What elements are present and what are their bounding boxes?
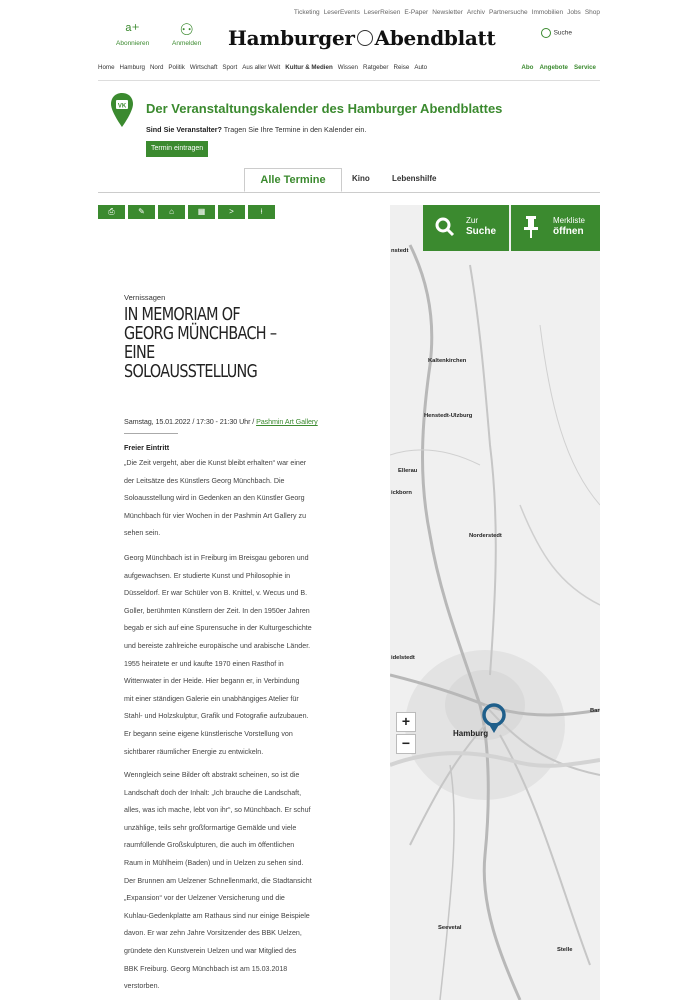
nav-item[interactable]: Home <box>98 64 115 71</box>
paragraph-line: Raum in Mühlheim (Baden) und in Uelzen zu sehen sind. <box>124 858 304 867</box>
nav-item[interactable]: Wirtschaft <box>189 64 218 71</box>
map-place-label: nstedt <box>391 248 409 254</box>
nav-item[interactable]: Aus aller Welt <box>242 64 281 71</box>
nav-item[interactable]: Kultur & Medien <box>285 64 333 71</box>
logo-right: Abendblatt <box>374 26 496 50</box>
bookmark-button[interactable] <box>248 205 276 219</box>
nav-item[interactable]: Nord <box>149 64 164 71</box>
paragraph-line: aufgewachsen. Er studierte Kunst und Philosophie in <box>124 571 291 580</box>
nav-right-item[interactable]: Service <box>573 64 596 71</box>
forward-icon: > <box>229 207 234 216</box>
top-link[interactable]: Partnersuche <box>488 9 528 16</box>
paragraph-2 <box>124 550 366 761</box>
title-line: SOLOAUSSTELLUNG <box>124 362 258 382</box>
watchlist-button[interactable] <box>511 205 600 251</box>
tab-all-events[interactable]: Alle Termine <box>244 168 342 192</box>
calendar-title: Der Veranstaltungskalender des Hamburger Abendblattes <box>146 101 503 116</box>
paragraph-line: davon. Er war zehn Jahre Vorsitzender des BBK Uelzen, <box>124 929 302 938</box>
nav-item[interactable]: Reise <box>393 64 410 71</box>
tab-bar <box>98 168 600 193</box>
event-category: Vernissagen <box>124 293 166 302</box>
subscribe-label: Abonnieren <box>116 40 150 47</box>
watchlist-small: Merkliste <box>553 216 586 225</box>
title-line: EINE <box>124 343 155 363</box>
brand-row <box>98 20 600 54</box>
map-place-label: Ellerau <box>398 468 418 474</box>
paragraph-line: verstorben. <box>124 982 160 991</box>
map-place-label: Kaltenkirchen <box>428 358 467 364</box>
paragraph-line: raumfüllende Großskulpturen, die auch im öffentlichen <box>124 841 295 850</box>
paragraph-line: BBK Freiburg. Georg Münchbach ist am 15.03.2018 <box>124 964 288 973</box>
top-link[interactable]: Newsletter <box>432 9 463 16</box>
top-link[interactable]: Ticketing <box>293 9 320 16</box>
edit-icon: ✎ <box>138 207 145 216</box>
forward-button[interactable] <box>218 205 246 219</box>
nav-item[interactable]: Hamburg <box>119 64 145 71</box>
share-button[interactable] <box>158 205 186 219</box>
paragraph-line: und bereiste zahlreiche europäische und arabische Länder. <box>124 641 311 650</box>
map-place-label: Seevetal <box>438 925 462 931</box>
page <box>98 0 600 1000</box>
login-button[interactable] <box>172 22 201 47</box>
map-place-label: Hamburg <box>453 729 489 738</box>
top-link[interactable]: LeserReisen <box>363 9 401 16</box>
map-roads <box>390 205 600 1000</box>
paragraph-line: Wenngleich seine Bilder oft abstrakt scheinen, so ist die <box>124 771 300 779</box>
paragraph-3 <box>124 767 366 996</box>
paragraph-line: Georg Münchbach ist in Freiburg im Breisgau geboren und <box>124 554 309 562</box>
search-label: Suche <box>553 29 572 37</box>
map-search-button[interactable] <box>423 205 509 251</box>
print-icon: ⎙ <box>108 207 115 216</box>
paragraph-line: „Die Zeit vergeht, aber die Kunst bleibt erhalten“ war einer <box>124 459 307 467</box>
subscribe-button[interactable] <box>116 22 149 47</box>
nav-divider <box>98 80 600 81</box>
paragraph-line: der Leitsätze des Künstlers Georg Münchbach. Die <box>124 476 285 485</box>
event-title <box>124 306 354 382</box>
event-article <box>124 293 364 991</box>
paragraph-line: Düsseldorf. Er war Schüler von B. Knittel, v. Wecus und B. <box>124 589 308 598</box>
paragraph-line: gründete den Kunstverein Uelzen und war Mitglied des <box>124 946 297 955</box>
event-meta <box>124 417 318 426</box>
paragraph-1 <box>124 455 366 543</box>
logo-left: Hamburger <box>228 26 355 50</box>
nav-right-item[interactable]: Abo <box>521 64 534 71</box>
zoom-in-button[interactable]: + <box>396 712 416 732</box>
nav-right <box>515 64 596 71</box>
map-search-big: Suche <box>466 226 497 237</box>
pin-icon: ⍿ <box>260 207 263 216</box>
logo[interactable] <box>228 26 495 50</box>
paragraph-line: Goller, berühmten Künstlern der Zeit. In den 1950er Jahren <box>124 606 310 615</box>
paragraph-line: Der Brunnen am Uelzener Schnellenmarkt, die Stadtansicht <box>124 876 312 885</box>
tab-cinema[interactable]: Kino <box>352 174 370 183</box>
calendar-subtitle <box>146 125 366 134</box>
print-button[interactable] <box>98 205 126 219</box>
nav-item[interactable]: Auto <box>414 64 428 71</box>
paragraph-line: Er begann seine eigene künstlerische Vorstellung von <box>124 729 293 738</box>
nav-right-item[interactable]: Angebote <box>539 64 568 71</box>
location-pin-icon <box>110 92 134 128</box>
paragraph-line: Wittenwater in der Heide. Hier begann er, in Verbindung <box>124 677 300 686</box>
subscribe-icon: ᵃ⁺ <box>125 22 140 39</box>
paragraph-line: sichtbarer räumlicher Energie zu entwickeln. <box>124 747 264 756</box>
paragraph-line: 1955 heiratete er und kaufte 1970 einen Rasthof in <box>124 659 284 668</box>
calendar-button[interactable] <box>188 205 216 219</box>
main-nav <box>98 64 600 76</box>
search-icon <box>435 217 455 237</box>
paragraph-line: Soloausstellung wird in Gedenken an den Künstler Georg <box>124 494 305 503</box>
add-event-button[interactable]: Termin eintragen <box>146 141 208 157</box>
paragraph-line: „Expansion“ vor der Uelzener Versicherung und die <box>124 894 285 903</box>
nav-item[interactable]: Ratgeber <box>363 64 389 71</box>
map-place-label: Bar <box>590 708 600 714</box>
meta-divider <box>124 433 178 434</box>
event-price: Freier Eintritt <box>124 443 170 452</box>
nav-item[interactable]: Sport <box>222 64 238 71</box>
search-icon <box>541 28 551 38</box>
paragraph-line: Stahl- und Holzskulptur, Grafik und Fotografie aufzubauen. <box>124 712 309 721</box>
paragraph-line: unzählige, teils sehr großformartige Gemälde und viele <box>124 823 297 832</box>
map[interactable] <box>390 205 600 1000</box>
event-datetime: Samstag, 15.01.2022 / 17:30 - 21:30 Uhr / <box>124 417 257 426</box>
paragraph-line: begab er sich auf eine Spurensuche in der Kulturgeschichte <box>124 624 312 633</box>
map-search-small: Zur <box>466 216 478 225</box>
paragraph-line: Münchbach für vier Wochen in der Pashmin Art Gallery zu <box>124 511 307 520</box>
top-link[interactable]: Shop <box>584 9 600 16</box>
zoom-out-button[interactable]: − <box>396 734 416 754</box>
nav-item[interactable]: Politik <box>168 64 185 71</box>
login-label: Anmelden <box>172 40 202 47</box>
watchlist-big: öffnen <box>553 226 584 237</box>
organizer-question: Sind Sie Veranstalter? <box>146 125 222 134</box>
organizer-hint: Tragen Sie Ihre Termine in den Kalender ein. <box>221 125 367 134</box>
top-link[interactable]: LeserEvents <box>323 9 360 16</box>
seal-icon <box>357 30 373 46</box>
top-link[interactable]: Jobs <box>567 9 581 16</box>
top-link[interactable]: Immobilien <box>531 9 564 16</box>
venue-link[interactable]: Pashmin Art Gallery <box>256 417 318 426</box>
user-icon: ⚇ <box>179 22 194 39</box>
tab-life-help[interactable]: Lebenshilfe <box>392 174 437 183</box>
map-place-label: idelstedt <box>391 655 415 661</box>
calendar-icon: ▦ <box>197 207 206 216</box>
paragraph-line: alles, was ich mache, lebt von ihr“, so Münchbach. Er schuf <box>124 806 311 815</box>
map-place-label: Norderstedt <box>469 533 502 539</box>
paragraph-line: Landschaft doch der Inhalt: „Ich brauche die Landschaft, <box>124 788 302 797</box>
map-place-label: Stelle <box>557 947 573 953</box>
edit-button[interactable] <box>128 205 156 219</box>
nav-item[interactable]: Wissen <box>337 64 359 71</box>
paragraph-line: mit einer ständigen Galerie ein unabhängiges Atelier für <box>124 694 299 703</box>
top-link[interactable]: Archiv <box>466 9 485 16</box>
share-icon: ⌂ <box>169 207 174 216</box>
paragraph-line: sehen sein. <box>124 529 161 538</box>
pin-icon <box>523 215 539 239</box>
map-place-label: ickborn <box>391 490 412 496</box>
title-line: IN MEMORIAM OF <box>124 305 240 325</box>
map-place-label: Henstedt-Ulzburg <box>424 413 473 419</box>
top-links <box>98 9 600 16</box>
paragraph-line: Kuhlau-Gedenkplatte am Rathaus sind nur einige Beispiele <box>124 911 310 920</box>
title-line: GEORG MÜNCHBACH – <box>124 324 277 344</box>
svg-text:VK: VK <box>117 103 127 110</box>
top-link[interactable]: E-Paper <box>404 9 429 16</box>
search-button[interactable] <box>541 28 572 38</box>
